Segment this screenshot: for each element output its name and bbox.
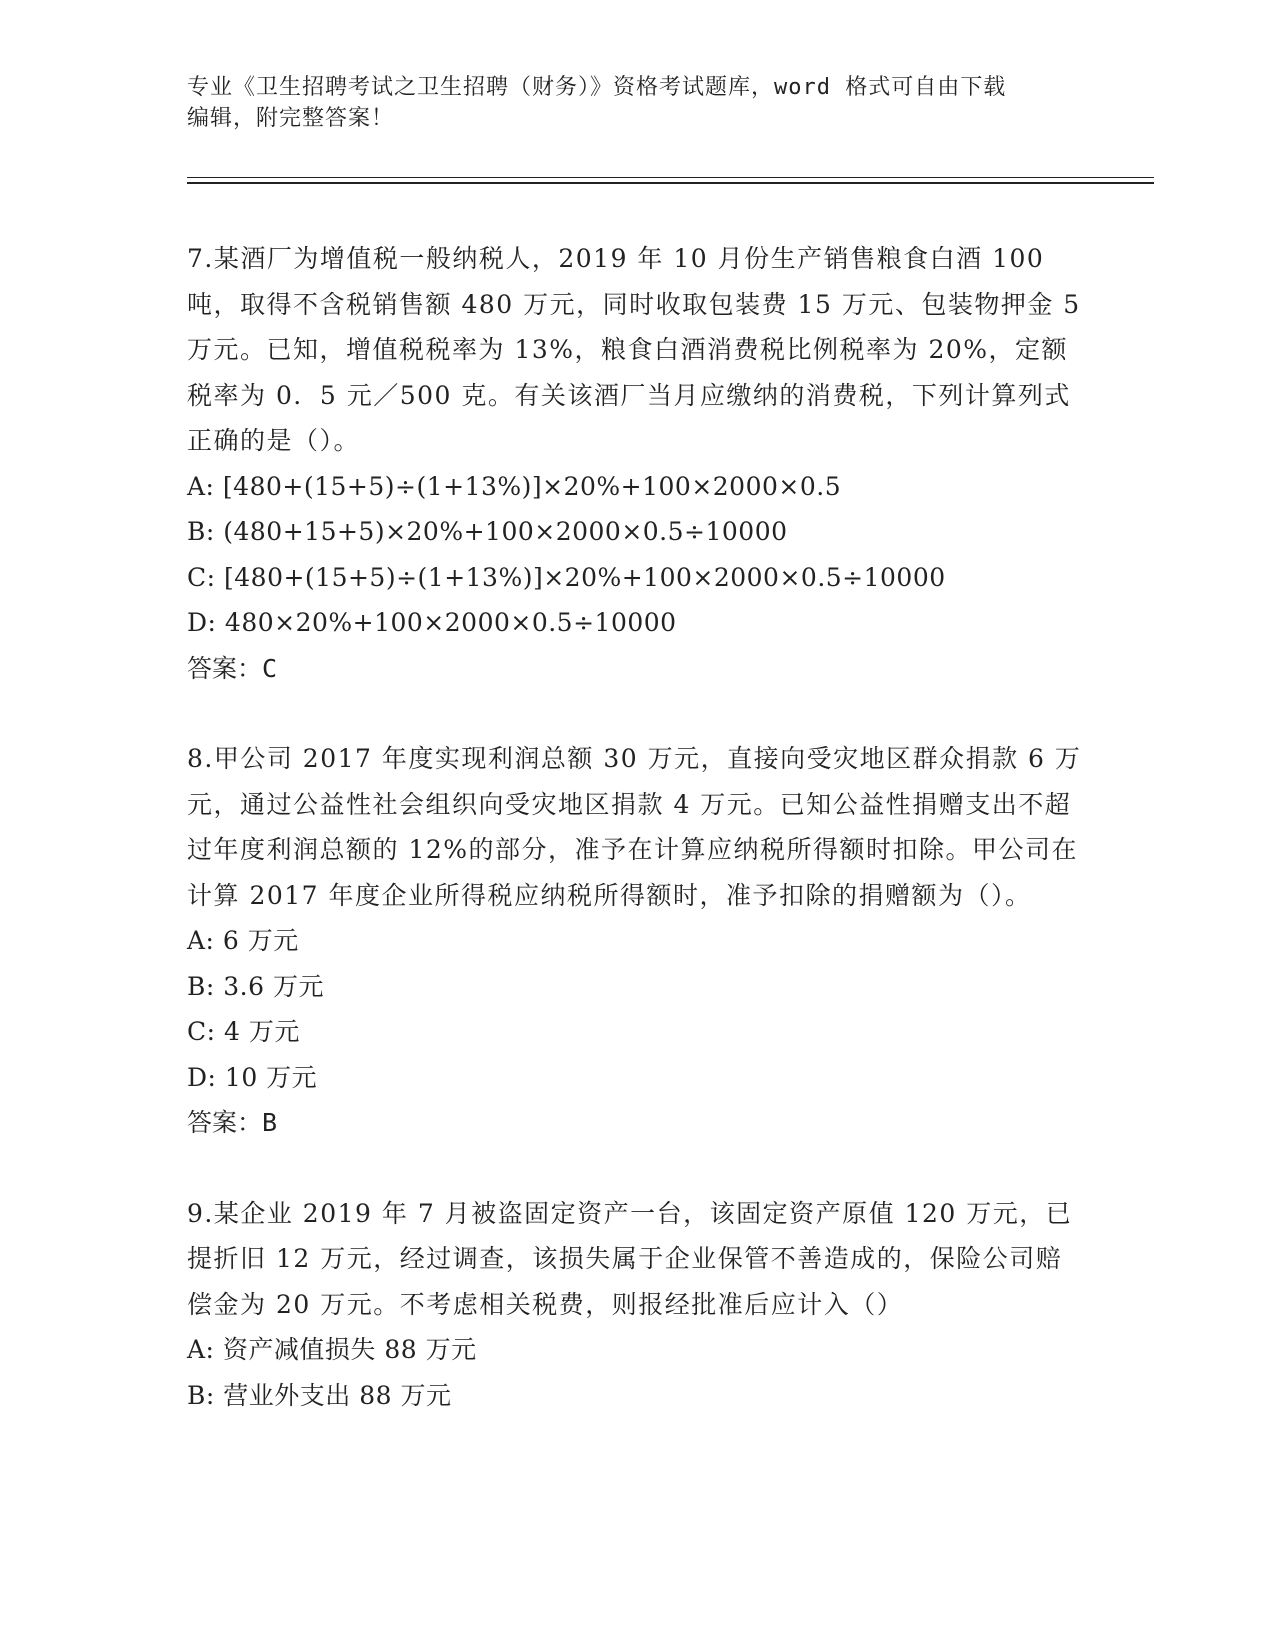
option-a: A: 6 万元	[187, 926, 299, 955]
option-b: B: 营业外支出 88 万元	[187, 1380, 452, 1410]
question-9	[187, 1191, 1087, 1419]
document-header	[187, 72, 1087, 134]
option-a: A: 资产减值损失 88 万元	[187, 1335, 477, 1364]
option-a: A: [480+(15+5)÷(1+13%)]×20%+100×2000×0.5	[187, 471, 842, 501]
header-line-1: 专业《卫生招聘考试之卫生招聘（财务）》资格考试题库，word 格式可自由下载	[187, 75, 1007, 100]
answer: 答案：B	[187, 1108, 278, 1137]
header-line-2: 编辑，附完整答案！	[187, 106, 395, 131]
option-b: B: (480+15+5)×20%+100×2000×0.5÷10000	[187, 517, 788, 546]
option-b: B: 3.6 万元	[187, 971, 324, 1001]
option-c: C: 4 万元	[187, 1017, 300, 1046]
question-stem: 9.某企业 2019 年 7 月被盗固定资产一台，该固定资产原值 120 万元，已提折旧 12 万元，经过调查，该损失属于企业保管不善造成的，保险公司赔偿金为 20 万元。不考虑相关税费，则报经批准后应计入（）	[187, 1198, 1073, 1319]
question-stem: 7.某酒厂为增值税一般纳税人，2019 年 10 月份生产销售粮食白酒 100 吨，取得不含税销售额 480 万元，同时收取包装费 15 万元、包装物押金 5 万元。已知，增值税税率为 13%，粮食白酒消费税比例税率为 20%，定额税率为 0．5 元／500 克。有关该酒厂当月应缴纳的消费税，下列计算列式正确的是（）。	[187, 244, 1081, 455]
question-stem: 8.甲公司 2017 年度实现利润总额 30 万元，直接向受灾地区群众捐款 6 万元，通过公益性社会组织向受灾地区捐款 4 万元。已知公益性捐赠支出不超过年度利润总额的 12%的部分，准予在计算应纳税所得额时扣除。甲公司在计算 2017 年度企业所得税应纳税所得额时，准予扣除的捐赠额为（）。	[187, 744, 1082, 910]
question-7	[187, 236, 1087, 691]
option-d: D: 480×20%+100×2000×0.5÷10000	[187, 608, 677, 637]
answer: 答案：C	[187, 653, 278, 683]
option-d: D: 10 万元	[187, 1062, 318, 1092]
option-c: C: [480+(15+5)÷(1+13%)]×20%+100×2000×0.5÷10000	[187, 562, 946, 592]
header-rule-thin	[187, 177, 1154, 178]
question-list	[187, 236, 1087, 1463]
header-rule-thick	[187, 182, 1154, 184]
question-8	[187, 736, 1087, 1146]
